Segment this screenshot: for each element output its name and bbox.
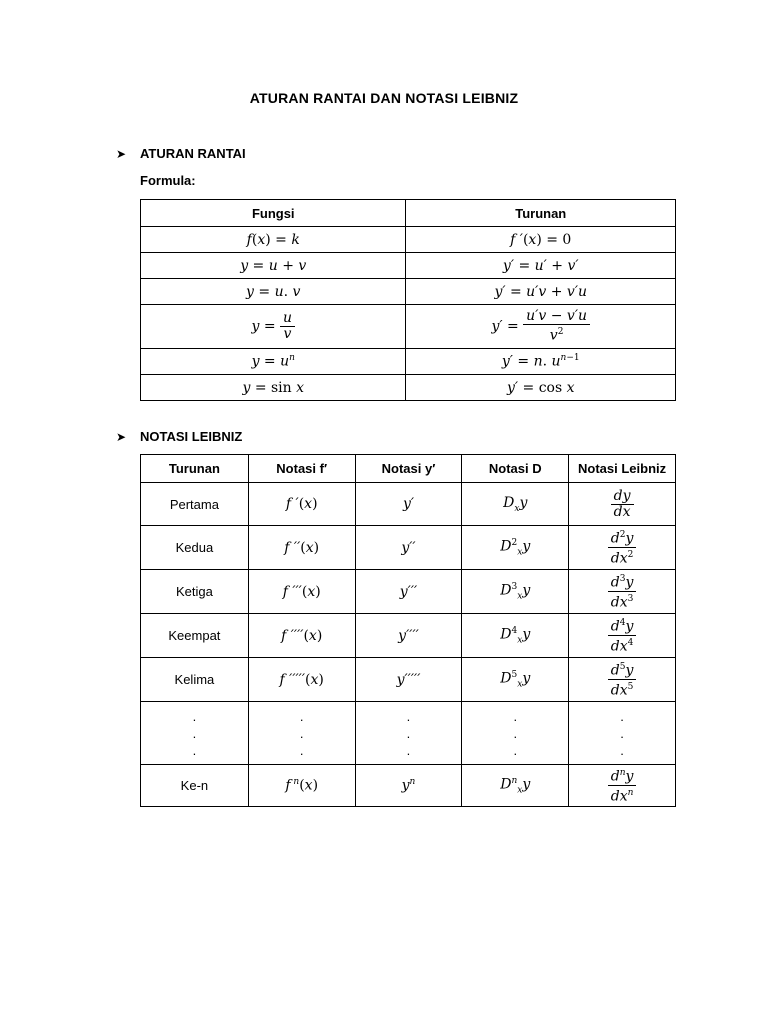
section-heading-notasi-leibniz <box>116 429 242 444</box>
formula-cell: y = sin x <box>141 375 406 401</box>
table-header-row <box>141 200 676 227</box>
derivative-cell: f ′(x) = 0 <box>406 227 676 253</box>
row-label: Keempat <box>141 614 249 658</box>
row-label: Ketiga <box>141 570 249 614</box>
arrow-bullet-icon: ➤ <box>116 429 127 444</box>
header-notasi-y: Notasi y′ <box>355 455 462 483</box>
header-turunan: Turunan <box>406 200 676 227</box>
ellipsis-cell: . . . <box>248 702 355 765</box>
header-notasi-d: Notasi D <box>462 455 569 483</box>
table-row <box>141 658 676 702</box>
table-row <box>141 375 676 401</box>
notation-d-cell: $D^5_xy$ <box>462 658 569 702</box>
notation-y-cell: y′′ <box>355 526 462 570</box>
table-row <box>141 279 676 305</box>
header-notasi-f: Notasi f′ <box>248 455 355 483</box>
leibniz-cell: $\frac{d^3y}{dx^3}$ <box>569 570 676 614</box>
header-turunan: Turunan <box>141 455 249 483</box>
notation-d-cell: $D^2_xy$ <box>462 526 569 570</box>
row-label: Kedua <box>141 526 249 570</box>
ellipsis-cell: . . . <box>141 702 249 765</box>
notation-d-cell: $D_xy$ <box>462 483 569 526</box>
header-fungsi: Fungsi <box>141 200 406 227</box>
header-notasi-leibniz: Notasi Leibniz <box>569 455 676 483</box>
notation-d-cell: $D^n_xy$ <box>462 765 569 807</box>
leibniz-cell: $\frac{d^4y}{dx^4}$ <box>569 614 676 658</box>
arrow-bullet-icon: ➤ <box>116 146 127 161</box>
notation-y-cell: y′′′′′ <box>355 658 462 702</box>
row-label: Kelima <box>141 658 249 702</box>
leibniz-cell: $\frac{dy}{dx}$ <box>569 483 676 526</box>
table-row <box>141 253 676 279</box>
derivative-cell: y′ = u′ + v′ <box>406 253 676 279</box>
notation-f-cell: f ′′′(x) <box>248 570 355 614</box>
table-row <box>141 483 676 526</box>
page-title: ATURAN RANTAI DAN NOTASI LEIBNIZ <box>249 90 519 106</box>
notation-d-cell: $D^3_xy$ <box>462 570 569 614</box>
notation-f-cell: f ′(x) <box>248 483 355 526</box>
aturan-rantai-table <box>140 199 676 401</box>
table-row <box>141 765 676 807</box>
notation-y-cell: y′′′ <box>355 570 462 614</box>
table-row <box>141 227 676 253</box>
row-label: Ke-n <box>141 765 249 807</box>
notation-y-cell: y′′′′ <box>355 614 462 658</box>
derivative-cell: y′ = $\frac{u'v - v'u}{v^2}$ <box>406 305 676 349</box>
table-row <box>141 349 676 375</box>
notation-d-cell: $D^4_xy$ <box>462 614 569 658</box>
table-row <box>141 570 676 614</box>
derivative-cell: y′ = n. $u^{n-1}$ <box>406 349 676 375</box>
leibniz-cell: $\frac{d^ny}{dx^n}$ <box>569 765 676 807</box>
table-header-row <box>141 455 676 483</box>
table-row <box>141 526 676 570</box>
notasi-leibniz-table <box>140 454 676 807</box>
derivative-cell: y′ = u′v + v′u <box>406 279 676 305</box>
formula-label: Formula: <box>140 173 196 188</box>
formula-cell: y = u + v <box>141 253 406 279</box>
leibniz-cell: $\frac{d^2y}{dx^2}$ <box>569 526 676 570</box>
table-row <box>141 614 676 658</box>
table-row-ellipsis <box>141 702 676 765</box>
formula-cell: f(x) = k <box>141 227 406 253</box>
notation-f-cell: f ′′(x) <box>248 526 355 570</box>
formula-cell: $y = u^n$ <box>141 349 406 375</box>
section-heading-aturan-rantai <box>116 146 246 161</box>
notation-y-cell: $y^n$ <box>355 765 462 807</box>
leibniz-cell: $\frac{d^5y}{dx^5}$ <box>569 658 676 702</box>
notation-y-cell: y′ <box>355 483 462 526</box>
notation-f-cell: f $^n$(x) <box>248 765 355 807</box>
notation-f-cell: f ′′′′′(x) <box>248 658 355 702</box>
ellipsis-cell: . . . <box>569 702 676 765</box>
notation-f-cell: f ′′′′(x) <box>248 614 355 658</box>
section-title: ATURAN RANTAI <box>140 146 246 161</box>
ellipsis-cell: . . . <box>355 702 462 765</box>
table-row <box>141 305 676 349</box>
section-title: NOTASI LEIBNIZ <box>140 429 243 444</box>
derivative-cell: y′ = cos x <box>406 375 676 401</box>
ellipsis-cell: . . . <box>462 702 569 765</box>
formula-cell: y = u. v <box>141 279 406 305</box>
formula-cell: y = $\frac{u}{v}$ <box>141 305 406 349</box>
row-label: Pertama <box>141 483 249 526</box>
